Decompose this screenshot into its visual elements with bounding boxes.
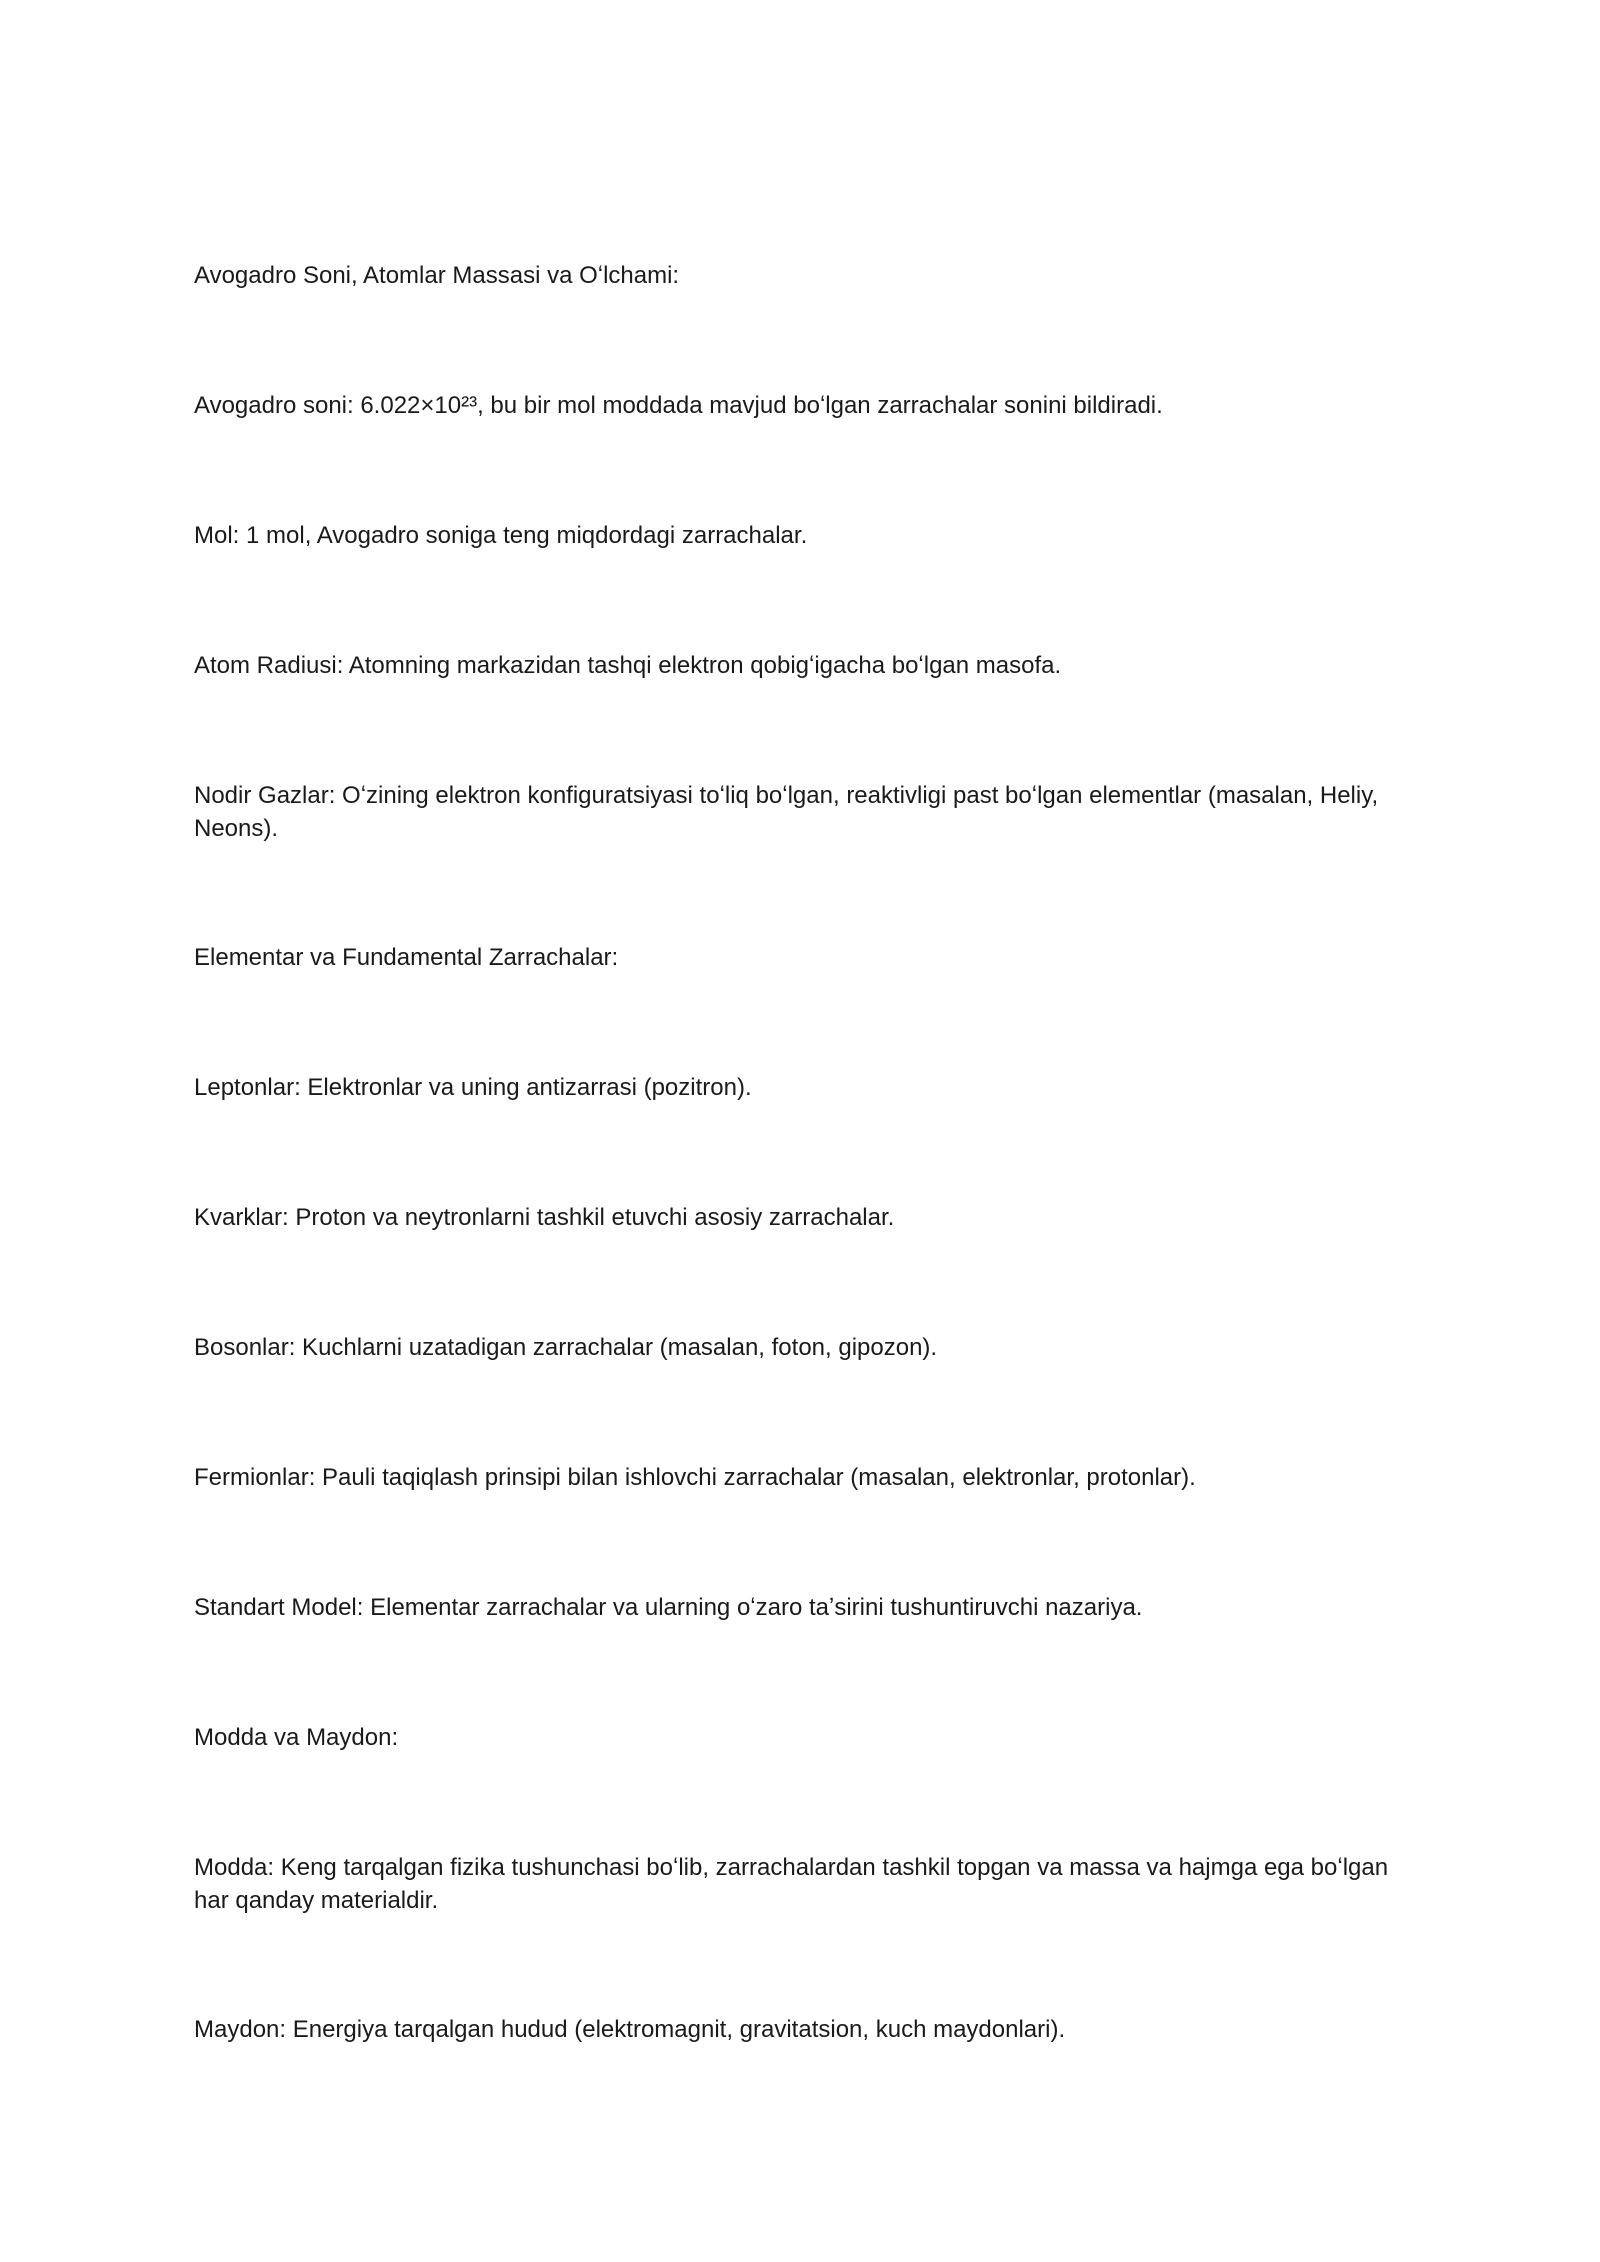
paragraph-leptons: Leptonlar: Elektronlar va uning antizarrasi (pozitron). <box>194 1074 752 1101</box>
section-heading-matter-field: Modda va Maydon: <box>194 1724 399 1751</box>
paragraph-matter: Modda: Keng tarqalgan fizika tushunchasi boʻlib, zarrachalardan tashkil topgan va massa va hajmga ega boʻlgan har qanday materialdir. <box>194 1854 1389 1914</box>
paragraph-standard-model: Standart Model: Elementar zarrachalar va ularning oʻzaro taʼsirini tushuntiruvchi nazariya. <box>194 1594 1143 1621</box>
paragraph-fermions: Fermionlar: Pauli taqiqlash prinsipi bilan ishlovchi zarrachalar (masalan, elektronlar, protonlar). <box>194 1464 1196 1491</box>
paragraph-bosons: Bosonlar: Kuchlarni uzatadigan zarrachalar (masalan, foton, gipozon). <box>194 1334 938 1361</box>
paragraph-atom-radius: Atom Radiusi: Atomning markazidan tashqi elektron qobigʻigacha boʻlgan masofa. <box>194 652 1062 679</box>
paragraph-quarks: Kvarklar: Proton va neytronlarni tashkil etuvchi asosiy zarrachalar. <box>194 1204 895 1231</box>
paragraph-field: Maydon: Energiya tarqalgan hudud (elektromagnit, gravitatsion, kuch maydonlari). <box>194 2016 1066 2043</box>
paragraph-noble-gases: Nodir Gazlar: Oʻzining elektron konfiguratsiyasi toʻliq boʻlgan, reaktivligi past boʻlgan elementlar (masalan, Heliy, Neons). <box>194 782 1379 842</box>
section-heading-particles: Elementar va Fundamental Zarrachalar: <box>194 944 619 971</box>
paragraph-mol: Mol: 1 mol, Avogadro soniga teng miqdordagi zarrachalar. <box>194 522 808 549</box>
paragraph-avogadro-number: Avogadro soni: 6.022×10²³, bu bir mol moddada mavjud boʻlgan zarrachalar sonini bildiradi. <box>194 392 1163 419</box>
section-heading-avogadro: Avogadro Soni, Atomlar Massasi va Oʻlchami: <box>194 262 680 289</box>
